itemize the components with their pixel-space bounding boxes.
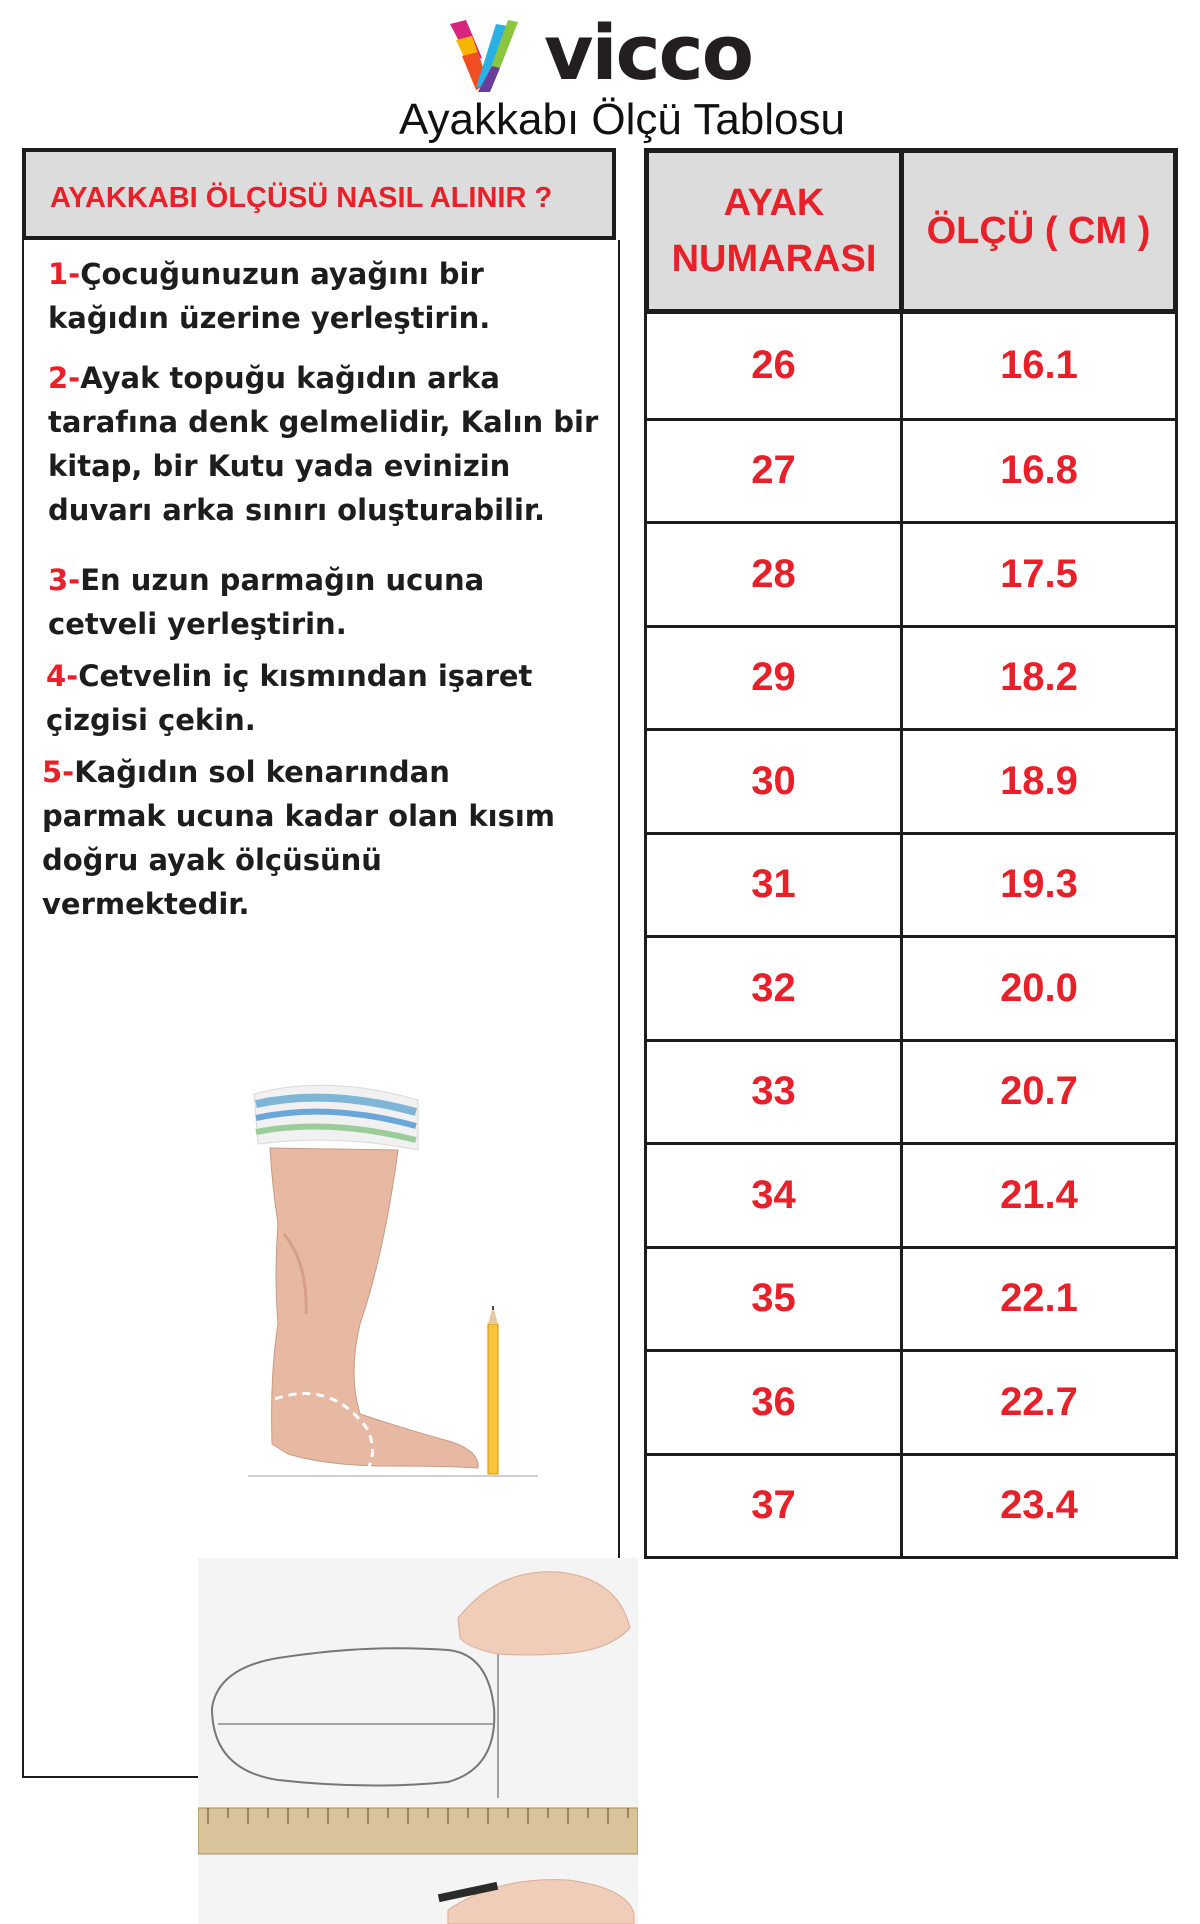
- step-text: parmak ucuna kadar olan kısım: [42, 799, 555, 833]
- table-row: [647, 1039, 1175, 1143]
- table-row: [647, 1142, 1175, 1246]
- step-2: [48, 356, 608, 532]
- shoe-size-cell: 26: [647, 314, 903, 418]
- step-number: 5-: [42, 755, 75, 789]
- angle-label: 90°: [262, 1460, 287, 1476]
- table-row: [647, 1453, 1175, 1557]
- step-text: Kağıdın sol kenarından: [74, 755, 450, 789]
- table-row: [647, 418, 1175, 522]
- step-text: kağıdın üzerine yerleştirin.: [48, 301, 491, 335]
- column-header-line: AYAK: [723, 182, 825, 224]
- step-text: Ayak topuğu kağıdın arka: [80, 361, 500, 395]
- table-body: [644, 314, 1178, 1559]
- measurement-cell: 19.3: [1000, 862, 1078, 907]
- measurement-cell: 20.7: [1000, 1069, 1078, 1114]
- table-row: [647, 1349, 1175, 1453]
- measurement-cell: 22.7: [1000, 1379, 1078, 1424]
- shoe-size-cell: 37: [647, 1456, 903, 1557]
- column-header-line: NUMARASI: [671, 238, 877, 280]
- shoe-size-cell: 29: [647, 628, 903, 729]
- measurement-cell: 23.4: [1000, 1483, 1078, 1528]
- brand-name: vicco: [544, 8, 752, 97]
- measurement-cell: 18.9: [1000, 758, 1078, 803]
- step-number: 4-: [46, 659, 79, 693]
- measurement-cell: 18.2: [1000, 655, 1078, 700]
- step-text: tarafına denk gelmelidir, Kalın bir: [48, 405, 599, 439]
- vicco-v-logo-icon: [448, 18, 532, 94]
- shoe-size-cell: 30: [647, 731, 903, 832]
- shoe-size-cell: 36: [647, 1352, 903, 1453]
- shoe-size-cell: 35: [647, 1249, 903, 1350]
- step-text: doğru ayak ölçüsünü: [42, 843, 382, 877]
- step-text: En uzun parmağın ucuna: [80, 563, 485, 597]
- measurement-cell: 21.4: [1000, 1172, 1078, 1217]
- step-text: duvarı arka sınırı oluşturabilir.: [48, 493, 546, 527]
- table-row: [647, 728, 1175, 832]
- shoe-size-cell: 31: [647, 835, 903, 936]
- step-1: [48, 252, 608, 340]
- step-text: cetveli yerleştirin.: [48, 607, 347, 641]
- step-text: çizgisi çekin.: [46, 703, 256, 737]
- table-row: [647, 935, 1175, 1039]
- table-row: [647, 521, 1175, 625]
- table-row: [647, 314, 1175, 418]
- baby-foot-measurement-image: [248, 1074, 548, 1514]
- step-5: [42, 750, 602, 926]
- column-header-shoe-size: [644, 148, 904, 314]
- step-4: [46, 654, 606, 742]
- measurement-cell: 22.1: [1000, 1276, 1078, 1321]
- shoe-size-cell: 32: [647, 938, 903, 1039]
- table-row: [647, 1246, 1175, 1350]
- shoe-size-cell: 28: [647, 524, 903, 625]
- table-row: [647, 625, 1175, 729]
- table-row: [647, 832, 1175, 936]
- step-text: vermektedir.: [42, 887, 250, 921]
- shoe-size-cell: 34: [647, 1145, 903, 1246]
- step-text: kitap, bir Kutu yada evinizin: [48, 449, 511, 483]
- measurement-cell: 17.5: [1000, 551, 1078, 596]
- how-to-header-text: AYAKKABI ÖLÇÜSÜ NASIL ALINIR ?: [50, 182, 553, 214]
- step-3: [48, 558, 608, 646]
- step-text: Cetvelin iç kısmından işaret: [78, 659, 533, 693]
- brand-logo: [448, 8, 778, 97]
- step-number: 2-: [48, 361, 81, 395]
- measurement-cell: 20.0: [1000, 965, 1078, 1010]
- column-header-line: ÖLÇÜ ( CM ): [926, 210, 1151, 252]
- measurement-cell: 16.1: [1000, 343, 1078, 388]
- step-number: 3-: [48, 563, 81, 597]
- how-to-header: [22, 148, 616, 240]
- page-title: Ayakkabı Ölçü Tablosu: [399, 95, 845, 144]
- shoe-size-cell: 27: [647, 421, 903, 522]
- column-header-measurement: [899, 148, 1178, 314]
- shoe-size-cell: 33: [647, 1042, 903, 1143]
- foot-tracing-ruler-image: [198, 1558, 638, 1924]
- how-to-measure-panel: [22, 148, 622, 1778]
- step-text: Çocuğunuzun ayağını bir: [80, 257, 484, 291]
- step-number: 1-: [48, 257, 81, 291]
- measurement-cell: 16.8: [1000, 448, 1078, 493]
